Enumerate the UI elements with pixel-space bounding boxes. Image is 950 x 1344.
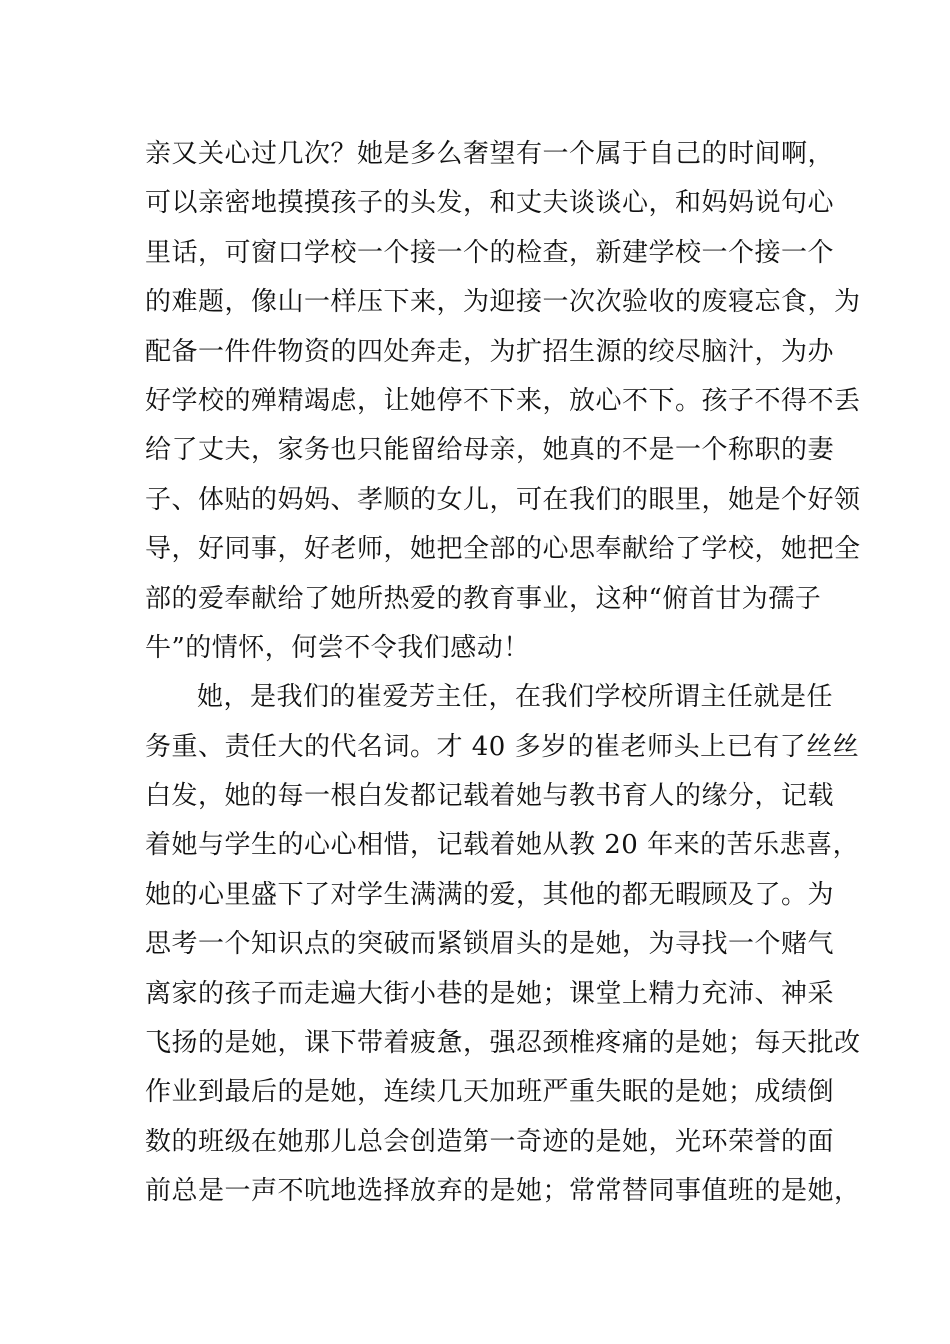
text-line: 好学校的殚精竭虑，让她停不下来，放心不下。孩子不得不丢 — [145, 385, 861, 416]
text-line: 她的心里盛下了对学生满满的爱，其他的都无暇顾及了。为 — [145, 879, 835, 910]
text-line: 部的爱奉献给了她所热爱的教育事业，这种“俯首甘为孺子 — [145, 583, 822, 614]
body-text — [145, 130, 861, 1217]
text-line: 给了丈夫，家务也只能留给母亲，她真的不是一个称职的妻 — [145, 435, 835, 466]
text-line: 数的班级在她那儿总会创造第一奇迹的是她，光环荣誉的面 — [145, 1126, 835, 1157]
text-line: 飞扬的是她，课下带着疲惫，强忍颈椎疼痛的是她；每天批改 — [145, 1028, 861, 1059]
text-line: 亲又关心过几次？她是多么奢望有一个属于自己的时间啊， — [145, 139, 835, 169]
text-line: 牛”的情怀，何尝不令我们感动！ — [145, 632, 530, 663]
paragraph-start-line: 她，是我们的崔爱芳主任，在我们学校所谓主任就是任 — [197, 682, 834, 713]
text-line: 里话，可窗口学校一个接一个的检查，新建学校一个接一个 — [145, 237, 835, 268]
text-line: 着她与学生的心心相惜，记载着她从教 20 年来的苦乐悲喜， — [145, 830, 860, 861]
text-line: 的难题，像山一样压下来，为迎接一次次验收的废寝忘食，为 — [145, 287, 861, 318]
text-line: 务重、责任大的代名词。才 40 多岁的崔老师头上已有了丝丝 — [145, 731, 860, 762]
text-line: 配备一件件物资的四处奔走，为扩招生源的绞尽脑汁，为办 — [145, 336, 835, 367]
text-line: 前总是一声不吭地选择放弃的是她；常常替同事值班的是她， — [145, 1176, 861, 1207]
text-line: 思考一个知识点的突破而紧锁眉头的是她，为寻找一个赌气 — [145, 929, 835, 960]
text-line: 可以亲密地摸摸孩子的头发，和丈夫谈谈心，和妈妈说句心 — [145, 188, 835, 219]
text-line: 作业到最后的是她，连续几天加班严重失眠的是她；成绩倒 — [145, 1077, 835, 1108]
text-line: 白发，她的每一根白发都记载着她与教书育人的缘分，记载 — [145, 781, 835, 812]
text-line: 子、体贴的妈妈、孝顺的女儿，可在我们的眼里，她是个好领 — [145, 484, 861, 515]
text-line: 离家的孩子而走遍大街小巷的是她；课堂上精力充沛、神采 — [145, 978, 835, 1009]
text-line: 导，好同事，好老师，她把全部的心思奉献给了学校，她把全 — [145, 534, 861, 565]
